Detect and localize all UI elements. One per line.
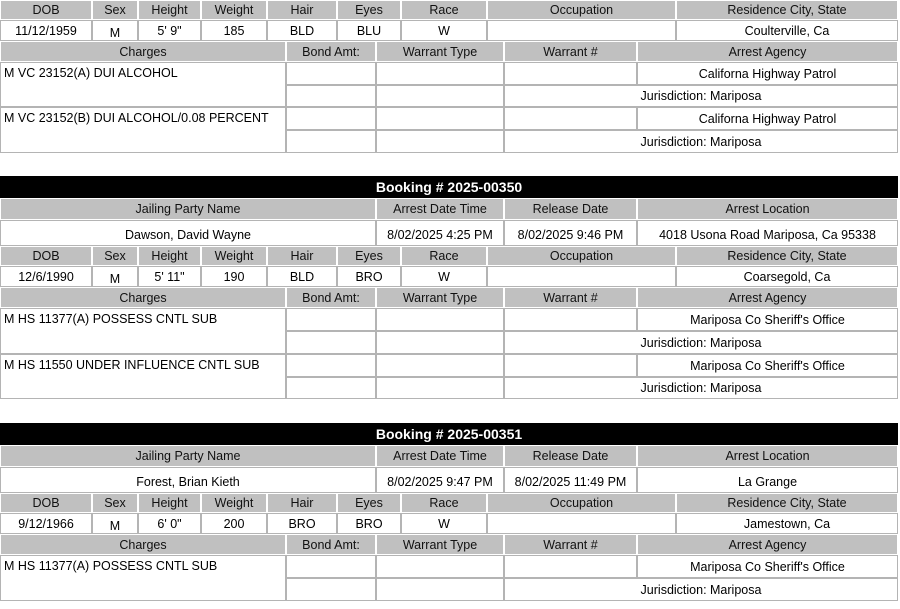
warrant-number-cell <box>504 107 637 130</box>
eyes-header: Eyes <box>337 493 401 513</box>
occupation-header: Occupation <box>487 246 676 266</box>
eyes-value: BRO <box>337 266 401 287</box>
demographics-header-row <box>0 0 898 20</box>
warrant-number-header: Warrant # <box>504 287 637 308</box>
occupation-value <box>487 266 676 287</box>
charges-header-row <box>0 287 898 308</box>
height-value: 5' 9" <box>138 20 201 41</box>
warrant-type-cell <box>376 130 504 153</box>
booking-info-value-row <box>0 467 898 493</box>
sex-header: Sex <box>92 493 138 513</box>
residence-value: Coarsegold, Ca <box>676 266 898 287</box>
jurisdiction-value: Jurisdiction: Mariposa <box>504 130 898 153</box>
bond-cell <box>286 555 376 578</box>
charges-header-row <box>0 534 898 555</box>
eyes-value: BRO <box>337 513 401 534</box>
charge-block <box>0 555 898 601</box>
height-header: Height <box>138 246 201 266</box>
demographics-value-row <box>0 513 898 534</box>
occupation-header: Occupation <box>487 0 676 20</box>
charges-header: Charges <box>0 41 286 62</box>
jurisdiction-value: Jurisdiction: Mariposa <box>504 85 898 107</box>
dob-header: DOB <box>0 0 92 20</box>
sex-value: M <box>92 513 138 534</box>
hair-value: BLD <box>267 20 337 41</box>
bond-cell <box>286 377 376 399</box>
bond-cell <box>286 578 376 601</box>
sex-header: Sex <box>92 0 138 20</box>
charge-block <box>0 308 898 354</box>
bond-cell <box>286 107 376 130</box>
dob-header: DOB <box>0 246 92 266</box>
sex-header: Sex <box>92 246 138 266</box>
weight-value: 185 <box>201 20 267 41</box>
demographics-header-row <box>0 246 898 266</box>
bond-header: Bond Amt: <box>286 534 376 555</box>
sex-value: M <box>92 20 138 41</box>
release-date-header: Release Date <box>504 445 637 467</box>
hair-value: BLD <box>267 266 337 287</box>
demographics-value-row <box>0 20 898 41</box>
hair-value: BRO <box>267 513 337 534</box>
hair-header: Hair <box>267 246 337 266</box>
warrant-type-cell <box>376 62 504 85</box>
warrant-number-cell <box>504 354 637 377</box>
demographics-value-row <box>0 266 898 287</box>
release-date-value: 8/02/2025 11:49 PM <box>504 467 637 493</box>
eyes-header: Eyes <box>337 246 401 266</box>
warrant-number-cell <box>504 308 637 331</box>
arrest-datetime-value: 8/02/2025 9:47 PM <box>376 467 504 493</box>
charge-block <box>0 354 898 399</box>
warrant-type-cell <box>376 377 504 399</box>
residence-value: Jamestown, Ca <box>676 513 898 534</box>
warrant-type-header: Warrant Type <box>376 534 504 555</box>
residence-value: Coulterville, Ca <box>676 20 898 41</box>
eyes-value: BLU <box>337 20 401 41</box>
charge-text: M HS 11377(A) POSSESS CNTL SUB <box>0 308 286 354</box>
arrest-agency-value: Californa Highway Patrol <box>637 107 898 130</box>
residence-header: Residence City, State <box>676 0 898 20</box>
charge-text: M HS 11550 UNDER INFLUENCE CNTL SUB <box>0 354 286 399</box>
race-value: W <box>401 513 487 534</box>
jurisdiction-value: Jurisdiction: Mariposa <box>504 578 898 601</box>
booking-info-header-row <box>0 198 898 220</box>
arrest-location-value: 4018 Usona Road Mariposa, Ca 95338 <box>637 220 898 246</box>
jailing-party-header: Jailing Party Name <box>0 198 376 220</box>
sex-value: M <box>92 266 138 287</box>
arrest-location-header: Arrest Location <box>637 198 898 220</box>
arrest-location-value: La Grange <box>637 467 898 493</box>
booking-info-header-row <box>0 445 898 467</box>
race-header: Race <box>401 246 487 266</box>
race-value: W <box>401 20 487 41</box>
warrant-type-header: Warrant Type <box>376 287 504 308</box>
warrant-type-cell <box>376 331 504 354</box>
weight-value: 200 <box>201 513 267 534</box>
jurisdiction-value: Jurisdiction: Mariposa <box>504 331 898 354</box>
warrant-number-header: Warrant # <box>504 534 637 555</box>
arrest-datetime-value: 8/02/2025 4:25 PM <box>376 220 504 246</box>
bond-cell <box>286 85 376 107</box>
arrest-location-header: Arrest Location <box>637 445 898 467</box>
hair-header: Hair <box>267 493 337 513</box>
bond-cell <box>286 308 376 331</box>
height-value: 5' 11" <box>138 266 201 287</box>
arrest-agency-header: Arrest Agency <box>637 534 898 555</box>
jurisdiction-value: Jurisdiction: Mariposa <box>504 377 898 399</box>
jailing-party-name: Forest, Brian Kieth <box>0 467 376 493</box>
charges-header: Charges <box>0 534 286 555</box>
weight-header: Weight <box>201 246 267 266</box>
arrest-agency-value: Californa Highway Patrol <box>637 62 898 85</box>
charges-header-row <box>0 41 898 62</box>
charge-text: M VC 23152(A) DUI ALCOHOL <box>0 62 286 107</box>
weight-header: Weight <box>201 0 267 20</box>
weight-value: 190 <box>201 266 267 287</box>
hair-header: Hair <box>267 0 337 20</box>
warrant-number-cell <box>504 555 637 578</box>
occupation-value <box>487 513 676 534</box>
warrant-type-cell <box>376 107 504 130</box>
jailing-party-name: Dawson, David Wayne <box>0 220 376 246</box>
arrest-agency-header: Arrest Agency <box>637 287 898 308</box>
height-header: Height <box>138 493 201 513</box>
arrest-agency-header: Arrest Agency <box>637 41 898 62</box>
jailing-party-header: Jailing Party Name <box>0 445 376 467</box>
warrant-type-cell <box>376 354 504 377</box>
residence-header: Residence City, State <box>676 493 898 513</box>
booking-info-value-row <box>0 220 898 246</box>
arrest-agency-value: Mariposa Co Sheriff's Office <box>637 308 898 331</box>
dob-value: 11/12/1959 <box>0 20 92 41</box>
warrant-type-cell <box>376 555 504 578</box>
charge-text: M HS 11377(A) POSSESS CNTL SUB <box>0 555 286 601</box>
height-header: Height <box>138 0 201 20</box>
bond-cell <box>286 331 376 354</box>
warrant-number-header: Warrant # <box>504 41 637 62</box>
bond-cell <box>286 130 376 153</box>
booking-title-bar: Booking # 2025-00351 <box>0 423 898 445</box>
height-value: 6' 0" <box>138 513 201 534</box>
weight-header: Weight <box>201 493 267 513</box>
arrest-datetime-header: Arrest Date Time <box>376 445 504 467</box>
release-date-header: Release Date <box>504 198 637 220</box>
charge-block <box>0 62 898 107</box>
race-value: W <box>401 266 487 287</box>
warrant-number-cell <box>504 62 637 85</box>
charge-text: M VC 23152(B) DUI ALCOHOL/0.08 PERCENT <box>0 107 286 153</box>
arrest-agency-value: Mariposa Co Sheriff's Office <box>637 555 898 578</box>
demographics-header-row <box>0 493 898 513</box>
residence-header: Residence City, State <box>676 246 898 266</box>
charges-header: Charges <box>0 287 286 308</box>
warrant-type-cell <box>376 578 504 601</box>
dob-value: 12/6/1990 <box>0 266 92 287</box>
bond-cell <box>286 354 376 377</box>
bond-header: Bond Amt: <box>286 41 376 62</box>
warrant-type-cell <box>376 308 504 331</box>
warrant-type-header: Warrant Type <box>376 41 504 62</box>
occupation-header: Occupation <box>487 493 676 513</box>
booking-title-bar: Booking # 2025-00350 <box>0 176 898 198</box>
occupation-value <box>487 20 676 41</box>
bond-cell <box>286 62 376 85</box>
dob-value: 9/12/1966 <box>0 513 92 534</box>
race-header: Race <box>401 493 487 513</box>
warrant-type-cell <box>376 85 504 107</box>
dob-header: DOB <box>0 493 92 513</box>
race-header: Race <box>401 0 487 20</box>
arrest-agency-value: Mariposa Co Sheriff's Office <box>637 354 898 377</box>
charge-block <box>0 107 898 153</box>
arrest-datetime-header: Arrest Date Time <box>376 198 504 220</box>
bond-header: Bond Amt: <box>286 287 376 308</box>
eyes-header: Eyes <box>337 0 401 20</box>
release-date-value: 8/02/2025 9:46 PM <box>504 220 637 246</box>
